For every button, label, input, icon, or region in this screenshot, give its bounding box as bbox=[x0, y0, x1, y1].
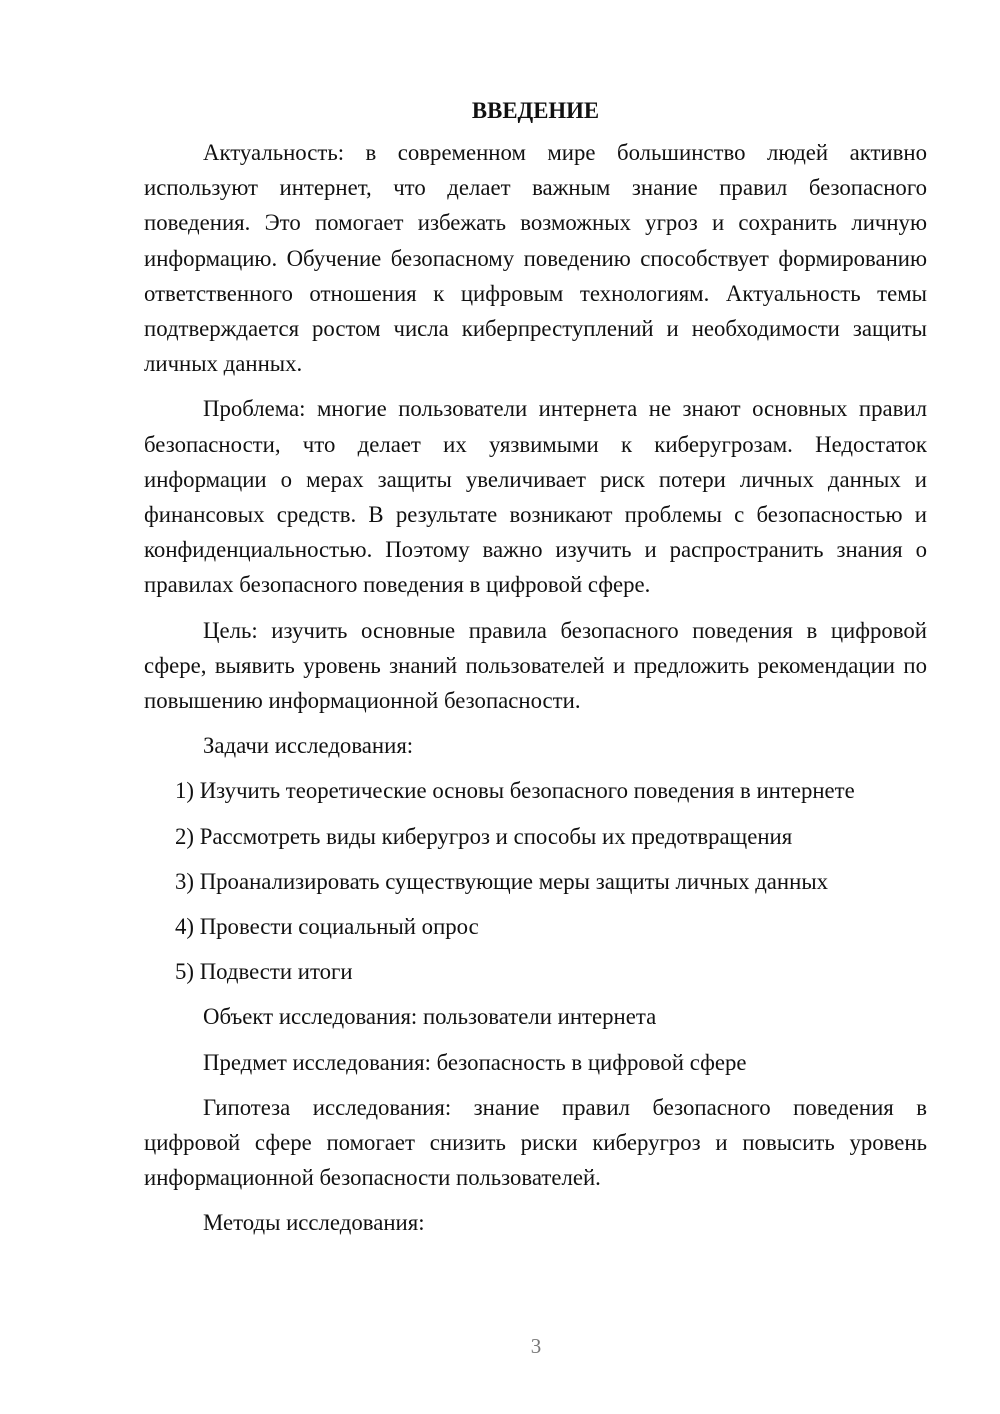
tasks-list bbox=[144, 773, 927, 989]
task-item: 2) Рассмотреть виды киберугроз и способы их предотвращения bbox=[175, 823, 793, 849]
paragraph-relevance: Актуальность: в современном мире большинство людей активно используют интернет, что делает важным знание правил безопасного поведения. Это помогает избежать возможных угроз и сохранить личную информацию. Обучение безопасному поведению способствует формированию ответственного отношения к цифровым технологиям. Актуальность темы подтверждается ростом числа киберпреступлений и необходимости защиты личных данных. bbox=[144, 140, 927, 377]
page-number: 3 bbox=[530, 1334, 542, 1358]
paragraph-problem: Проблема: многие пользователи интернета не знают основных правил безопасности, что делает их уязвимыми к киберугрозам. Недостаток информации о мерах защиты увеличивает риск потери личных данных и финансовых средств. В результате возникают проблемы с безопасностью и конфиденциальностью. Поэтому важно изучить и распространить знания о правилах безопасного поведения в цифровой сфере. bbox=[144, 396, 927, 598]
section-heading: ВВЕДЕНИЕ bbox=[471, 98, 600, 123]
paragraph-goal: Цель: изучить основные правила безопасного поведения в цифровой сфере, выявить уровень знаний пользователей и предложить рекомендации по повышению информационной безопасности. bbox=[144, 617, 927, 714]
page-content bbox=[144, 93, 927, 1251]
research-hypothesis: Гипотеза исследования: знание правил безопасного поведения в цифровой сфере помогает снизить риски киберугроз и повысить уровень информационной безопасности пользователей. bbox=[144, 1094, 927, 1191]
task-item: 3) Проанализировать существующие меры защиты личных данных bbox=[175, 868, 829, 894]
task-item: 1) Изучить теоретические основы безопасного поведения в интернете bbox=[175, 778, 855, 804]
research-subject: Предмет исследования: безопасность в цифровой сфере bbox=[203, 1049, 747, 1075]
task-item: 5) Подвести итоги bbox=[175, 959, 353, 985]
task-item: 4) Провести социальный опрос bbox=[175, 914, 479, 940]
methods-label: Методы исследования: bbox=[203, 1210, 425, 1236]
research-object: Объект исследования: пользователи интернета bbox=[203, 1004, 657, 1030]
tasks-label: Задачи исследования: bbox=[203, 733, 414, 759]
